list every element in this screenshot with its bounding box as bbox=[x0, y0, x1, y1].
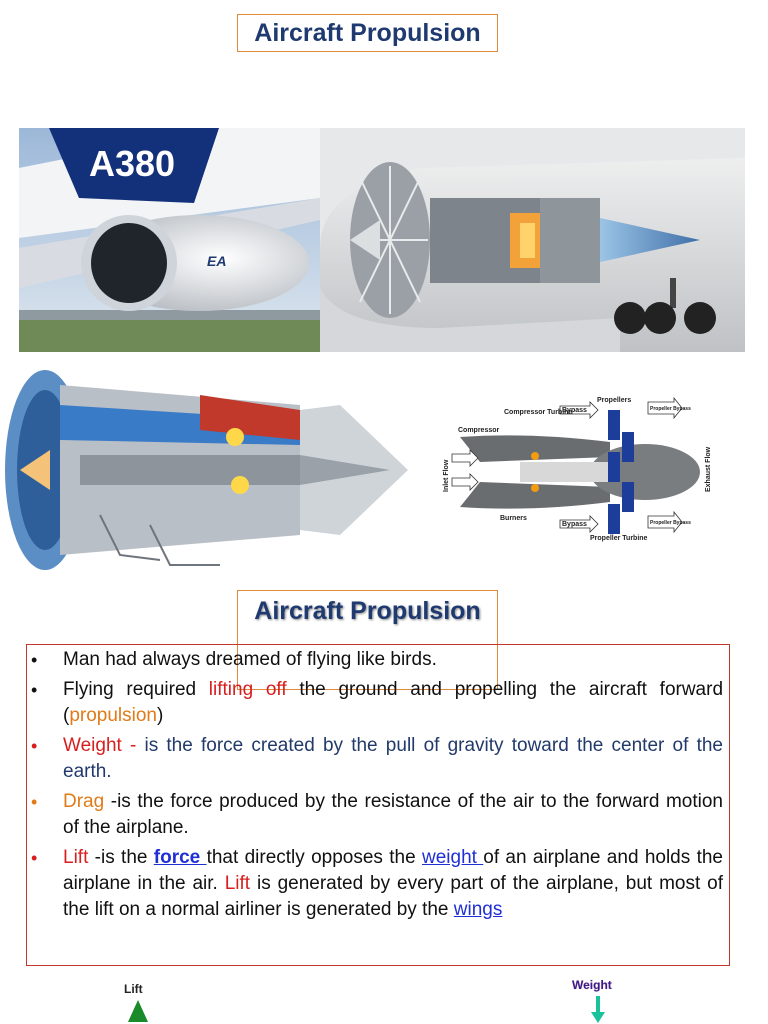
bullet-item bbox=[27, 647, 723, 673]
term-lift: Lift bbox=[224, 873, 251, 894]
engine-logo: EA bbox=[207, 253, 227, 269]
label-inlet-flow: Inlet Flow bbox=[443, 459, 450, 492]
label-propeller-bypass-bottom: Propeller Bypass bbox=[650, 520, 691, 526]
highlight-lifting-off: lifting off bbox=[208, 679, 287, 700]
label-burners: Burners bbox=[500, 515, 527, 522]
label-bypass-bottom: Bypass bbox=[562, 521, 587, 528]
content-box bbox=[26, 644, 730, 966]
lift-label: Lift bbox=[124, 982, 143, 996]
weight-link[interactable]: weight bbox=[422, 847, 484, 868]
term-drag: Drag bbox=[63, 791, 111, 812]
bullet-text: the ground and propelling the aircraft forward ( bbox=[63, 679, 724, 726]
bullet-text: that directly opposes the bbox=[206, 847, 422, 868]
bullet-item bbox=[27, 845, 723, 923]
bullet-text: -is the bbox=[94, 847, 154, 868]
bullet-text: Flying required bbox=[63, 679, 209, 700]
highlight-propulsion: propulsion bbox=[69, 705, 157, 726]
weight-arrow-icon bbox=[590, 996, 606, 1024]
bullet-dot: • bbox=[31, 680, 38, 700]
label-exhaust-flow: Exhaust Flow bbox=[705, 446, 712, 492]
bullet-text: is generated by every part of the airplane, but most of the lift on a normal airliner is generated by the bbox=[63, 873, 724, 920]
label-propeller-turbine: Propeller Turbine bbox=[590, 535, 648, 542]
bullet-text: of an airplane and holds the airplane in the air. bbox=[63, 847, 723, 894]
bullet-item bbox=[27, 677, 723, 729]
a380-engine-photo bbox=[19, 128, 320, 352]
label-bypass-top: Bypass bbox=[562, 407, 587, 414]
turbofan-cutaway-illustration bbox=[0, 365, 418, 575]
force-link[interactable]: force bbox=[153, 847, 207, 868]
bullet-item bbox=[27, 733, 723, 785]
bullet-item bbox=[27, 789, 723, 841]
bullet-dot: • bbox=[31, 650, 38, 670]
weight-label: Weight bbox=[572, 978, 612, 992]
bullet-dot: • bbox=[31, 848, 38, 868]
wings-link[interactable]: wings bbox=[453, 899, 503, 920]
page-title: Aircraft Propulsion bbox=[237, 14, 498, 52]
bullet-dot: • bbox=[31, 792, 38, 812]
bullet-text: ) bbox=[157, 705, 164, 726]
bullet-dot: • bbox=[31, 736, 38, 756]
label-compressor: Compressor bbox=[458, 427, 500, 434]
term-lift: Lift bbox=[63, 847, 95, 868]
engine-cutaway-render bbox=[320, 128, 745, 352]
label-propeller-bypass-top: Propeller Bypass bbox=[650, 406, 691, 412]
bullet-text: is the force created by the pull of gravity toward the center of the earth. bbox=[63, 735, 723, 782]
a380-tail-text: A380 bbox=[89, 143, 176, 184]
bullet-list bbox=[27, 647, 723, 923]
label-compressor-turbine: Compressor Turbine bbox=[504, 409, 573, 416]
term-weight: Weight - bbox=[63, 735, 145, 756]
lift-arrow-icon bbox=[126, 998, 150, 1024]
bullet-text: Man had always dreamed of flying like birds. bbox=[63, 649, 437, 670]
turboprop-schematic bbox=[440, 392, 720, 552]
section-title: Aircraft Propulsion bbox=[237, 590, 498, 690]
label-propellers: Propellers bbox=[597, 397, 632, 404]
bullet-text: -is the force produced by the resistance of the air to the forward motion of the airplane. bbox=[63, 791, 723, 838]
